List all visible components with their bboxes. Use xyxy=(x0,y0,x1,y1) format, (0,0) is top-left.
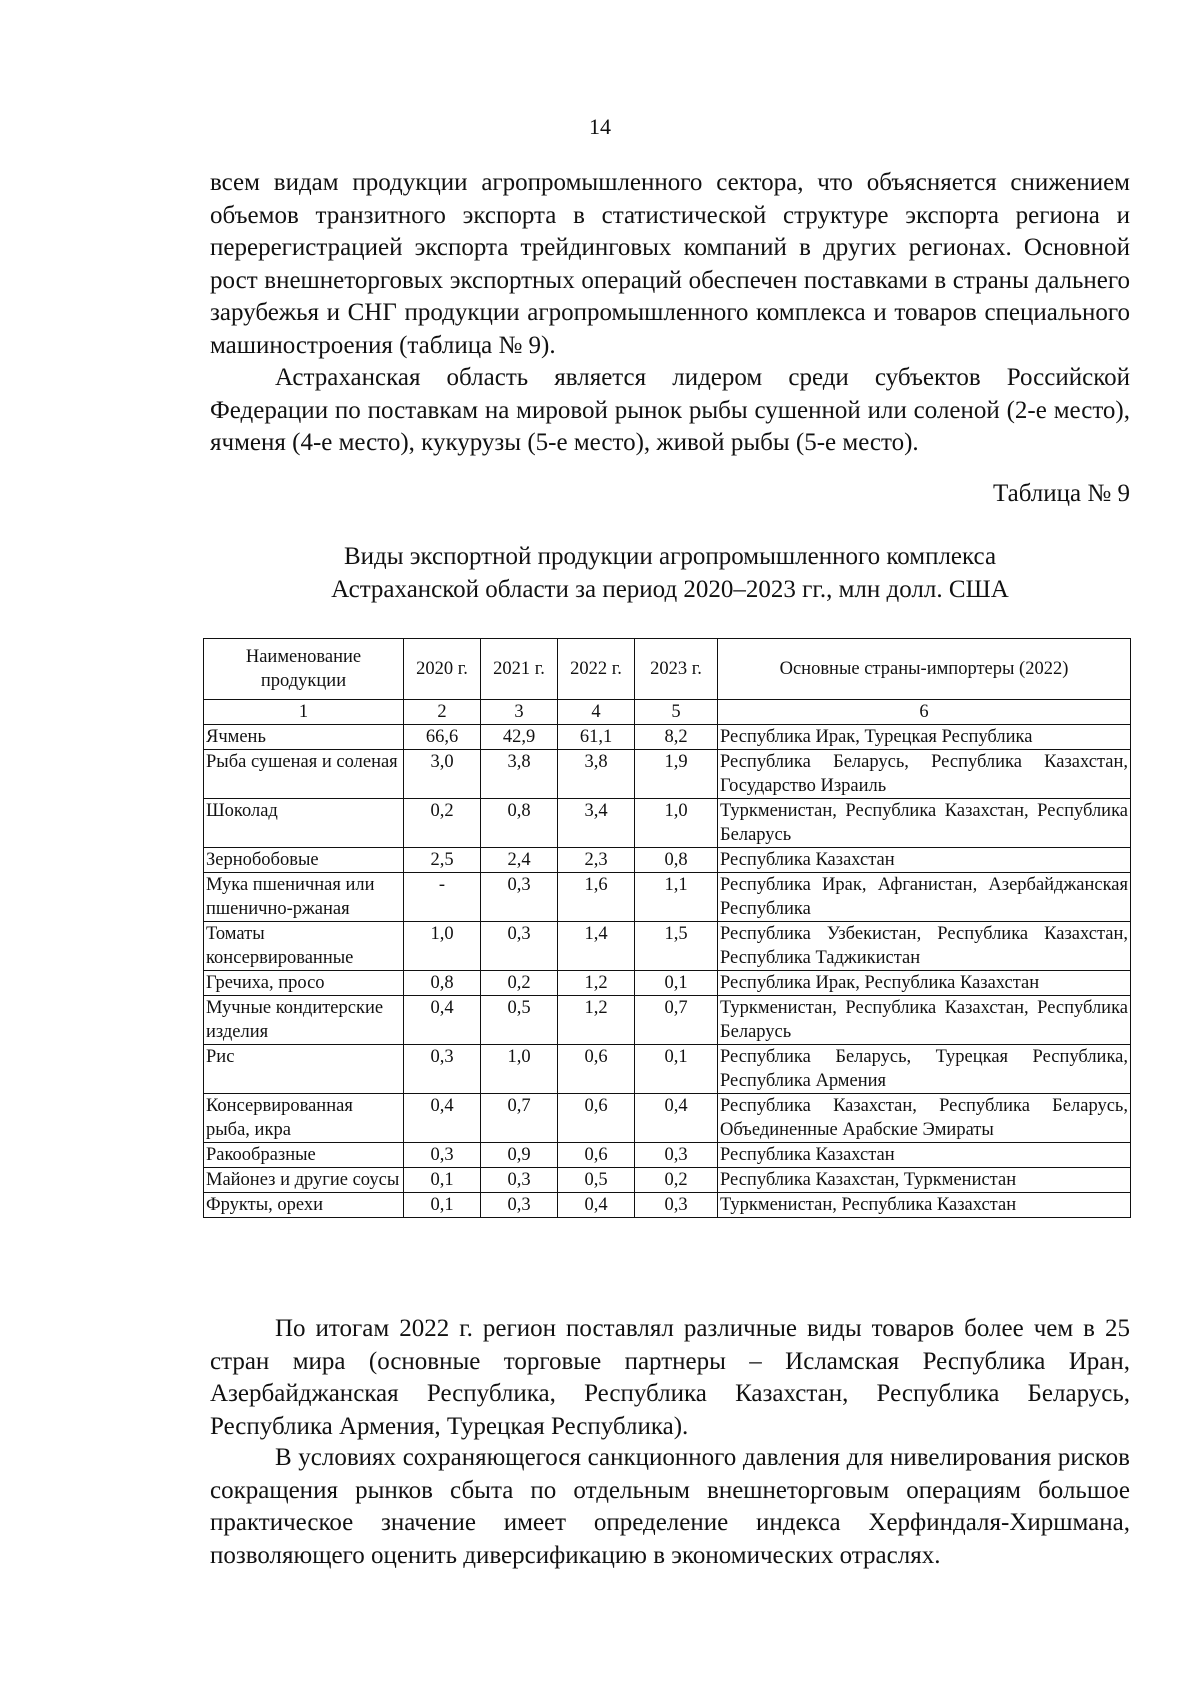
table-row xyxy=(204,848,1131,873)
cell-product: Ячмень xyxy=(204,725,404,750)
cell-2020: 0,4 xyxy=(404,1094,481,1143)
cell-2022: 3,8 xyxy=(558,750,635,799)
column-number: 3 xyxy=(481,700,558,725)
table-title-line-2: Астраханской области за период 2020–2023 гг., млн долл. США xyxy=(331,576,1009,603)
cell-2021: 2,4 xyxy=(481,848,558,873)
paragraph-hhi: В условиях сохраняющегося санкционного давления для нивелирования рисков сокращения рынков сбыта по отдельным внешнеторговым операциям большое практическое значение имеет определение индекса Херфиндаля-Хиршмана, позволяющего оценить диверсификацию в экономических отраслях. xyxy=(210,1444,1130,1569)
cell-2022: 1,6 xyxy=(558,873,635,922)
cell-2020: 0,1 xyxy=(404,1193,481,1218)
table-row xyxy=(204,1193,1131,1218)
column-number: 6 xyxy=(718,700,1131,725)
cell-importers: Туркменистан, Республика Казахстан xyxy=(718,1193,1131,1218)
cell-2023: 1,0 xyxy=(635,799,718,848)
cell-2023: 0,2 xyxy=(635,1168,718,1193)
cell-product: Рис xyxy=(204,1045,404,1094)
column-number: 2 xyxy=(404,700,481,725)
cell-2022: 0,5 xyxy=(558,1168,635,1193)
cell-importers: Республика Казахстан, Республика Беларусь, Объединенные Арабские Эмираты xyxy=(718,1094,1131,1143)
table-title-line-1: Виды экспортной продукции агропромышленного комплекса xyxy=(343,543,997,570)
cell-2022: 0,4 xyxy=(558,1193,635,1218)
cell-2022: 1,2 xyxy=(558,996,635,1045)
cell-2022: 1,4 xyxy=(558,922,635,971)
cell-importers: Туркменистан, Республика Казахстан, Республика Беларусь xyxy=(718,996,1131,1045)
cell-2020: - xyxy=(404,873,481,922)
cell-2020: 3,0 xyxy=(404,750,481,799)
cell-2022: 2,3 xyxy=(558,848,635,873)
header-importers: Основные страны-импортеры (2022) xyxy=(718,639,1131,700)
cell-2023: 1,9 xyxy=(635,750,718,799)
cell-importers: Республика Беларусь, Турецкая Республика, Республика Армения xyxy=(718,1045,1131,1094)
cell-importers: Республика Ирак, Афганистан, Азербайджанская Республика xyxy=(718,873,1131,922)
cell-2022: 61,1 xyxy=(558,725,635,750)
cell-2021: 0,3 xyxy=(481,1193,558,1218)
cell-product: Фрукты, орехи xyxy=(204,1193,404,1218)
paragraph-intro: всем видам продукции агропромышленного сектора, что объясняется снижением объемов транзитного экспорта в статистической структуре экспорта региона и перерегистрацией экспорта трейдинговых компаний в других регионах. Основной рост внешнеторговых экспортных операций обеспечен поставками в страны дальнего зарубежья и СНГ продукции агропромышленного комплекса и товаров специального машиностроения (таблица № 9). xyxy=(210,169,1130,359)
cell-product: Рыба сушеная и соленая xyxy=(204,750,404,799)
column-number-row xyxy=(204,700,1131,725)
table-header-row xyxy=(204,639,1131,700)
cell-product: Шоколад xyxy=(204,799,404,848)
cell-2023: 0,3 xyxy=(635,1143,718,1168)
cell-2023: 1,1 xyxy=(635,873,718,922)
cell-2022: 0,6 xyxy=(558,1143,635,1168)
header-2020: 2020 г. xyxy=(404,639,481,700)
table-row xyxy=(204,1094,1131,1143)
cell-product: Томаты консервированные xyxy=(204,922,404,971)
table-label: Таблица № 9 xyxy=(992,480,1130,507)
table-row xyxy=(204,799,1131,848)
cell-2023: 0,7 xyxy=(635,996,718,1045)
cell-2021: 0,5 xyxy=(481,996,558,1045)
paragraph-leader: Астраханская область является лидером среди субъектов Российской Федерации по поставкам на мировой рынок рыбы сушенной или соленой (2-е место), ячменя (4-е место), кукурузы (5-е место), живой рыбы (5-е место). xyxy=(210,364,1130,456)
cell-importers: Республика Казахстан, Туркменистан xyxy=(718,1168,1131,1193)
table-title xyxy=(210,540,1130,606)
cell-importers: Республика Казахстан xyxy=(718,1143,1131,1168)
cell-product: Гречиха, просо xyxy=(204,971,404,996)
cell-2020: 0,3 xyxy=(404,1045,481,1094)
cell-2021: 0,8 xyxy=(481,799,558,848)
cell-2021: 1,0 xyxy=(481,1045,558,1094)
header-product: Наименование продукции xyxy=(204,639,404,700)
cell-2021: 0,2 xyxy=(481,971,558,996)
cell-2023: 1,5 xyxy=(635,922,718,971)
cell-2020: 0,8 xyxy=(404,971,481,996)
cell-2021: 3,8 xyxy=(481,750,558,799)
cell-2023: 0,8 xyxy=(635,848,718,873)
cell-importers: Республика Ирак, Турецкая Республика xyxy=(718,725,1131,750)
cell-2021: 42,9 xyxy=(481,725,558,750)
cell-2021: 0,3 xyxy=(481,922,558,971)
table-row xyxy=(204,971,1131,996)
cell-2020: 66,6 xyxy=(404,725,481,750)
cell-2020: 0,4 xyxy=(404,996,481,1045)
cell-importers: Республика Беларусь, Республика Казахстан, Государство Израиль xyxy=(718,750,1131,799)
header-2021: 2021 г. xyxy=(481,639,558,700)
cell-2023: 0,1 xyxy=(635,1045,718,1094)
cell-2023: 0,3 xyxy=(635,1193,718,1218)
cell-importers: Туркменистан, Республика Казахстан, Республика Беларусь xyxy=(718,799,1131,848)
cell-2020: 0,2 xyxy=(404,799,481,848)
cell-2022: 0,6 xyxy=(558,1094,635,1143)
table-row xyxy=(204,1045,1131,1094)
cell-importers: Республика Узбекистан, Республика Казахстан, Республика Таджикистан xyxy=(718,922,1131,971)
cell-product: Консервированная рыба, икра xyxy=(204,1094,404,1143)
cell-product: Майонез и другие соусы xyxy=(204,1168,404,1193)
table-row xyxy=(204,922,1131,971)
cell-importers: Республика Ирак, Республика Казахстан xyxy=(718,971,1131,996)
table-row xyxy=(204,750,1131,799)
cell-2021: 0,7 xyxy=(481,1094,558,1143)
header-2022: 2022 г. xyxy=(558,639,635,700)
cell-2020: 0,3 xyxy=(404,1143,481,1168)
cell-2023: 0,4 xyxy=(635,1094,718,1143)
cell-2022: 3,4 xyxy=(558,799,635,848)
cell-2023: 0,1 xyxy=(635,971,718,996)
cell-2020: 2,5 xyxy=(404,848,481,873)
cell-2023: 8,2 xyxy=(635,725,718,750)
cell-product: Мука пшеничная или пшенично-ржаная xyxy=(204,873,404,922)
paragraph-partners: По итогам 2022 г. регион поставлял различные виды товаров более чем в 25 стран мира (основные торговые партнеры – Исламская Республика Иран, Азербайджанская Республика, Республика Казахстан, Республика Беларусь, Республика Армения, Турецкая Республика). xyxy=(210,1315,1130,1440)
cell-2020: 0,1 xyxy=(404,1168,481,1193)
column-number: 4 xyxy=(558,700,635,725)
cell-2022: 1,2 xyxy=(558,971,635,996)
table-body xyxy=(204,725,1131,1218)
page-number: 14 xyxy=(589,114,611,139)
cell-2021: 0,3 xyxy=(481,1168,558,1193)
cell-2022: 0,6 xyxy=(558,1045,635,1094)
cell-product: Зернобобовые xyxy=(204,848,404,873)
table-row xyxy=(204,725,1131,750)
table-row xyxy=(204,996,1131,1045)
cell-importers: Республика Казахстан xyxy=(718,848,1131,873)
column-number: 1 xyxy=(204,700,404,725)
cell-product: Ракообразные xyxy=(204,1143,404,1168)
table-row xyxy=(204,1168,1131,1193)
cell-2021: 0,9 xyxy=(481,1143,558,1168)
export-table xyxy=(203,638,1131,1218)
cell-product: Мучные кондитерские изделия xyxy=(204,996,404,1045)
cell-2020: 1,0 xyxy=(404,922,481,971)
table-row xyxy=(204,873,1131,922)
column-number: 5 xyxy=(635,700,718,725)
cell-2021: 0,3 xyxy=(481,873,558,922)
table-row xyxy=(204,1143,1131,1168)
header-2023: 2023 г. xyxy=(635,639,718,700)
